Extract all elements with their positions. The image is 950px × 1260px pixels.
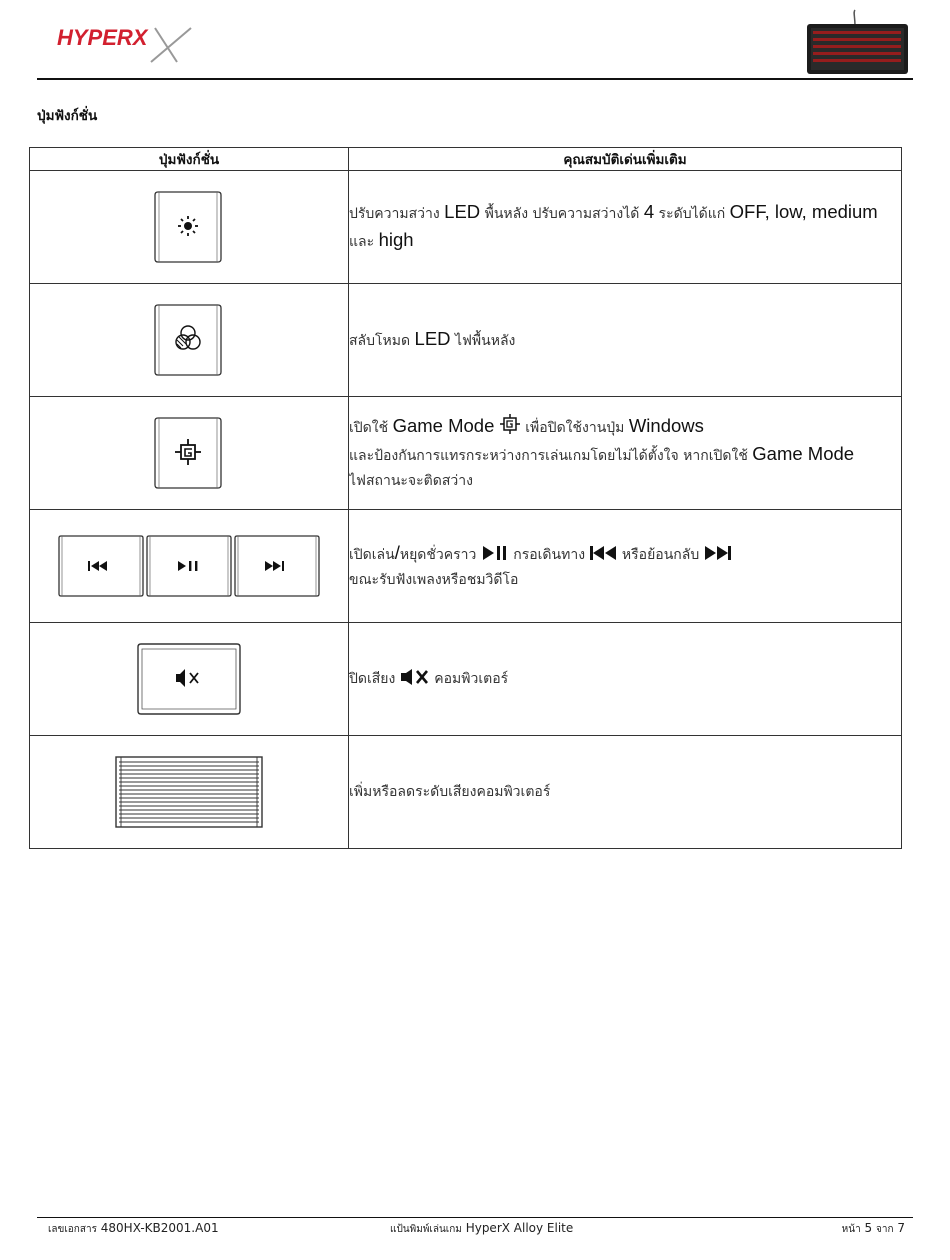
brightness-key-cell [30, 171, 349, 284]
section-title: ปุ่มฟังก์ชั่น [37, 108, 98, 124]
game-mode-key-icon [153, 414, 225, 492]
brightness-description: ปรับความสว่าง LED พื้นหลัง ปรับความสว่างได้ 4 ระดับได้แก่ OFF, low, medium และ high [349, 171, 902, 284]
table-row [30, 510, 902, 623]
table-row [30, 623, 902, 736]
play-pause-key-icon [145, 534, 233, 598]
previous-track-key-icon [57, 534, 145, 598]
game-mode-icon [499, 414, 521, 434]
play-pause-icon [481, 545, 509, 561]
footer-product: แป้นพิมพ์เล่นเกม HyperX Alloy Elite [390, 1221, 574, 1235]
next-track-icon [704, 545, 732, 561]
media-keys-cell [30, 510, 349, 623]
led-mode-key-icon [153, 301, 225, 379]
led-mode-description: สลับโหมด LED ไฟพื้นหลัง [349, 284, 902, 397]
volume-wheel-icon [113, 754, 265, 830]
volume-wheel-cell [30, 736, 349, 849]
table-row [30, 171, 902, 284]
column-header-key: ปุ่มฟังก์ชั่น [30, 148, 349, 171]
table-row [30, 397, 902, 510]
mute-key-cell [30, 623, 349, 736]
table-header-row [30, 148, 902, 171]
table-row [30, 284, 902, 397]
mute-description: ปิดเสียง คอมพิวเตอร์ [349, 623, 902, 736]
mute-icon [400, 669, 430, 685]
footer-doc-number: เลขเอกสาร 480HX-KB2001.A01 [48, 1221, 219, 1235]
brightness-key-icon [153, 188, 225, 266]
table-row [30, 736, 902, 849]
header-rule [37, 78, 913, 80]
column-header-desc: คุณสมบัติเด่นเพิ่มเติม [349, 148, 902, 171]
volume-wheel-description: เพิ่มหรือลดระดับเสียงคอมพิวเตอร์ [349, 736, 902, 849]
led-mode-key-cell [30, 284, 349, 397]
function-keys-table [29, 147, 902, 849]
media-keys-description: เปิดเล่น/หยุดชั่วคราว กรอเดินทาง หรือย้อนกลับ ขณะรับฟังเพลงหรือชมวิดีโอ [349, 510, 902, 623]
brand-text: HYPERX [57, 25, 148, 50]
game-mode-key-cell [30, 397, 349, 510]
next-track-key-icon [233, 534, 321, 598]
mute-key-icon [135, 640, 243, 718]
keyboard-image [805, 8, 910, 76]
footer-page-number: หน้า 5 จาก 7 [841, 1221, 905, 1235]
previous-track-icon [589, 545, 617, 561]
hyperx-logo [55, 22, 205, 70]
footer-rule [37, 1217, 913, 1218]
game-mode-description: เปิดใช้ Game Mode เพื่อปิดใช้งานปุ่ม Windows และป้องกันการแทรกระหว่างการเล่นเกมโดยไม่ได้ตั้งใจ หากเปิดใช้ Game Mode ไฟสถานะจะติดสว่าง [349, 397, 902, 510]
